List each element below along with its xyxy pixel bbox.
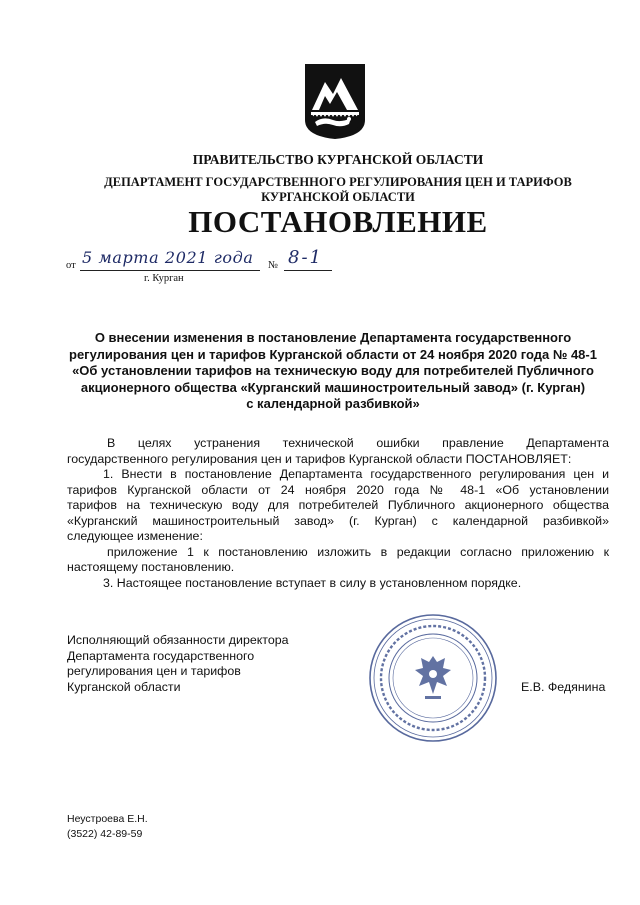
- number-label: №: [268, 260, 279, 271]
- position-line: Исполняющий обязанности директора: [67, 633, 289, 647]
- subject-line: с календарной разбивкой»: [246, 396, 420, 411]
- coat-of-arms-icon: [303, 62, 367, 140]
- subject-line: акционерного общества «Курганский машиностроительный завод» (г. Курган): [80, 379, 586, 395]
- document-body: [67, 436, 609, 591]
- signatory-name: Е.В. Федянина: [521, 680, 606, 694]
- item-1-line: 1. Внести в постановление Департамента государственного регулирования цен и: [103, 467, 609, 481]
- item-1-line: следующее изменение:: [67, 529, 203, 543]
- position-line: Курганской области: [67, 679, 181, 694]
- preamble-line: государственного регулирования цен и тарифов Курганской области ПОСТАНОВЛЯЕТ:: [67, 451, 572, 466]
- item-3-line: 3. Настоящее постановление вступает в силу в установленном порядке.: [103, 575, 522, 590]
- preamble-line: В целях устранения технической ошибки правление Департамента: [107, 436, 609, 450]
- department-name-line1: ДЕПАРТАМЕНТ ГОСУДАРСТВЕННОГО РЕГУЛИРОВАНИЯ ЦЕН И ТАРИФОВ: [104, 175, 572, 189]
- document-type-title: ПОСТАНОВЛЕНИЕ: [188, 204, 488, 239]
- item-1-text-line: настоящему постановлению.: [67, 560, 235, 574]
- subject-line: О внесении изменения в постановление Департамента государственного: [94, 330, 572, 345]
- department-name-line2: КУРГАНСКОЙ ОБЛАСТИ: [261, 190, 415, 204]
- item-1-line: тарифов Курганской области от 24 ноября 2020 года № 48-1 «Об установлении: [67, 482, 609, 497]
- item-1-line: «Курганский машиностроительный завод» (г. Курган) с календарной разбивкой»: [67, 513, 609, 528]
- subject-line: регулирования цен и тарифов Курганской области от 24 ноября 2020 года № 48-1: [69, 346, 597, 362]
- executor-info: [67, 812, 148, 842]
- document-subject: [40, 330, 626, 413]
- executor-name: Неустроева Е.Н.: [67, 813, 148, 825]
- government-name: ПРАВИТЕЛЬСТВО КУРГАНСКОЙ ОБЛАСТИ: [192, 152, 484, 167]
- subject-line: «Об установлении тарифов на техническую воду для потребителей Публичного: [72, 363, 594, 378]
- official-seal-icon: [367, 612, 499, 744]
- handwritten-date: 5 марта 2021 года: [82, 248, 254, 267]
- handwritten-number: 8-1: [288, 247, 323, 268]
- executor-phone: (3522) 42-89-59: [67, 828, 143, 840]
- signatory-position: [67, 633, 289, 695]
- date-number-line: [66, 246, 346, 286]
- item-1-text-line: приложение 1 к постановлению изложить в редакции согласно приложению к: [107, 544, 609, 559]
- position-line: регулирования цен и тарифов: [67, 664, 241, 678]
- from-label: от: [66, 260, 76, 271]
- position-line: Департамента государственного: [67, 648, 255, 663]
- city: г. Курган: [144, 273, 184, 284]
- item-1-line: тарифов на техническую воду для потребителей Публичного акционерного общества: [67, 498, 609, 512]
